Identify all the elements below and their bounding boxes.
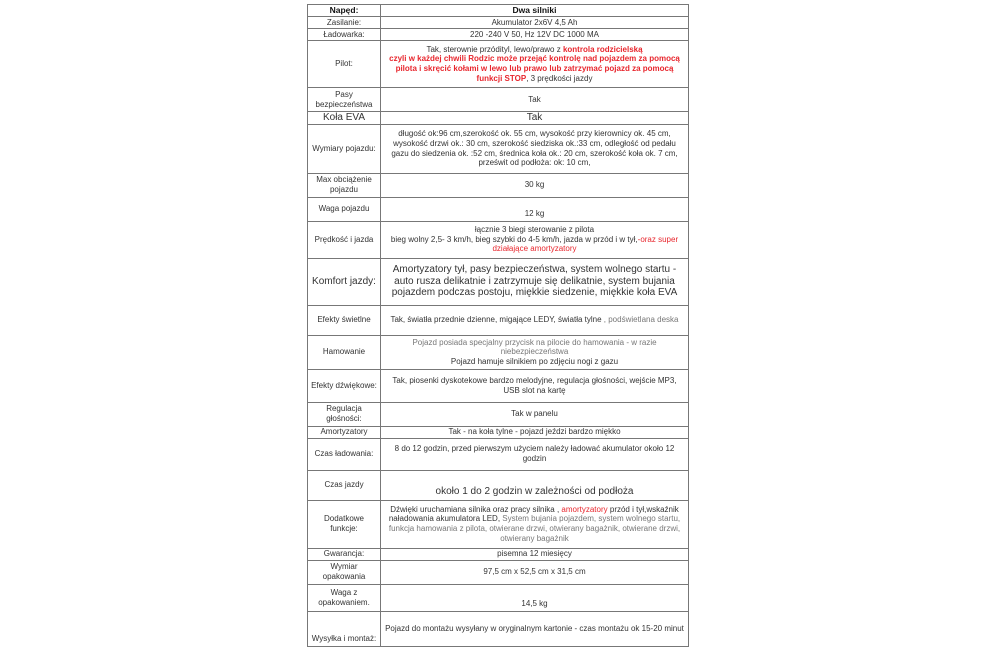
- row-label: Waga z opakowaniem.: [308, 584, 381, 611]
- row-label: Regulacja głośności:: [308, 402, 381, 426]
- table-row: [308, 197, 689, 221]
- row-value: 220 -240 V 50, Hz 12V DC 1000 MA: [381, 29, 689, 41]
- row-label: Ładowarka:: [308, 29, 381, 41]
- row-value: Pojazd do montażu wysyłany w oryginalnym kartonie - czas montażu ok 15-20 minut: [381, 611, 689, 646]
- table-row: [308, 560, 689, 584]
- table-row: [308, 611, 689, 646]
- lights-text-extra: , podświetlana deska: [603, 315, 679, 325]
- table-row: [308, 124, 689, 173]
- table-row: [308, 438, 689, 470]
- spec-table: [307, 4, 689, 647]
- row-label: Koła EVA: [308, 112, 381, 125]
- table-row: [308, 17, 689, 29]
- row-value: 8 do 12 godzin, przed pierwszym użyciem należy ładować akumulator około 12 godzin: [381, 438, 689, 470]
- row-value: Tak: [381, 112, 689, 125]
- row-label: Prędkość i jazda: [308, 221, 381, 258]
- brake-text-engine: Pojazd hamuje silnikiem po zdjęciu nogi z gazu: [450, 356, 619, 366]
- row-value: długość ok:96 cm,szerokość ok. 55 cm, wysokość przy kierownicy ok. 45 cm, wysokość drzwi ok.: 30 cm, szerokość siedziska ok.:33 cm, odległość od pedału gazu do siedzenia ok. :52 cm, średnica koła ok.: 20 cm, szerokość koła ok. 7 cm, prześwit od podłoża: ok: 10 cm,: [381, 124, 689, 173]
- speed-highlight: -oraz super działające amortyzatory: [492, 234, 679, 254]
- row-label: Hamowanie: [308, 335, 381, 369]
- header-label: Napęd:: [308, 5, 381, 17]
- table-row: [308, 584, 689, 611]
- row-value: 97,5 cm x 52,5 cm x 31,5 cm: [381, 560, 689, 584]
- extras-text-extra: System bujania pojazdem, system wolnego startu, funkcja hamowania z pilota, otwierane drzwi, otwierany bagażnik, otwierane drzwi, otwierany bagażnik: [388, 514, 681, 543]
- row-value: 14,5 kg: [381, 584, 689, 611]
- row-label: Czas ładowania:: [308, 438, 381, 470]
- table-row: [308, 369, 689, 402]
- extras-text-2: przód i tył,wskaźnik naładowania akumulatora LED,: [388, 504, 679, 524]
- row-value: [381, 335, 689, 369]
- row-label: Dodatkowe funkcje:: [308, 500, 381, 548]
- table-row: [308, 548, 689, 560]
- pilot-highlight: kontrola rodzicielską: [562, 44, 643, 54]
- row-value: Amortyzatory tył, pasy bezpieczeństwa, system wolnego startu - auto rusza delikatnie i zatrzymuje się delikatnie, system bujania pojazdem podczas postoju, miękkie siedzenie, miękkie koła EVA: [381, 258, 689, 305]
- row-label: Efekty dźwiękowe:: [308, 369, 381, 402]
- row-value: Tak: [381, 88, 689, 112]
- row-label: Zasilanie:: [308, 17, 381, 29]
- row-value: [381, 41, 689, 88]
- table-row: [308, 305, 689, 335]
- row-value: Tak - na koła tylne - pojazd jeździ bardzo miękko: [381, 426, 689, 438]
- table-row: [308, 88, 689, 112]
- row-label: Efekty świetlne: [308, 305, 381, 335]
- pilot-text-end: , 3 prędkości jazdy: [526, 73, 593, 83]
- row-value: [381, 221, 689, 258]
- row-value: Tak w panelu: [381, 402, 689, 426]
- row-label: Wysyłka i montaż:: [308, 611, 381, 646]
- row-value: około 1 do 2 godzin w zależności od podłoża: [381, 470, 689, 500]
- row-label: Komfort jazdy:: [308, 258, 381, 305]
- row-label: Amortyzatory: [308, 426, 381, 438]
- row-label: Wymiary pojazdu:: [308, 124, 381, 173]
- table-row: [308, 500, 689, 548]
- row-label: Pilot:: [308, 41, 381, 88]
- row-label: Waga pojazdu: [308, 197, 381, 221]
- extras-highlight: amortyzatory: [561, 504, 608, 514]
- brake-text: Pojazd posiada specjalny przycisk na pilocie do hamowania - w razie niebezpieczeństwa: [412, 337, 657, 357]
- table-row: [308, 402, 689, 426]
- row-value: [381, 500, 689, 548]
- row-label: Wymiar opakowania: [308, 560, 381, 584]
- table-row: [308, 173, 689, 197]
- pilot-text: Tak, sterownie przódityl, lewo/prawo z: [426, 44, 563, 54]
- lights-text: Tak, światła przednie dzienne, migające LEDY, światła tylne: [390, 315, 604, 325]
- table-row: [308, 112, 689, 125]
- row-value: 30 kg: [381, 173, 689, 197]
- table-row: [308, 29, 689, 41]
- row-value: 12 kg: [381, 197, 689, 221]
- table-row: [308, 335, 689, 369]
- row-label: Gwarancja:: [308, 548, 381, 560]
- row-value: Akumulator 2x6V 4,5 Ah: [381, 17, 689, 29]
- table-row: [308, 258, 689, 305]
- table-row: [308, 5, 689, 17]
- row-value: [381, 305, 689, 335]
- table-row: [308, 426, 689, 438]
- speed-text: łącznie 3 biegi sterowanie z pilota bieg wolny 2,5- 3 km/h, bieg szybki do 4-5 km/h, jazda w przód i w tył,: [390, 225, 638, 244]
- row-label: Pasy bezpieczeństwa: [308, 88, 381, 112]
- header-value: Dwa silniki: [381, 5, 689, 17]
- row-value: pisemna 12 miesięcy: [381, 548, 689, 560]
- pilot-highlight-detail: czyli w każdej chwili Rodzic może przejąć kontrolę nad pojazdem za pomocą pilota i skręcić kołami w lewo lub prawo lub zatrzymać pojazd za pomocą funkcji STOP: [389, 54, 680, 83]
- table-row: [308, 41, 689, 88]
- table-row: [308, 221, 689, 258]
- extras-text: Dźwięki uruchamiana silnika oraz pracy silnika ,: [390, 504, 562, 514]
- row-label: Czas jazdy: [308, 470, 381, 500]
- row-label: Max obciążenie pojazdu: [308, 173, 381, 197]
- row-value: Tak, piosenki dyskotekowe bardzo melodyjne, regulacja głośności, wejście MP3, USB slot na kartę: [381, 369, 689, 402]
- table-row: [308, 470, 689, 500]
